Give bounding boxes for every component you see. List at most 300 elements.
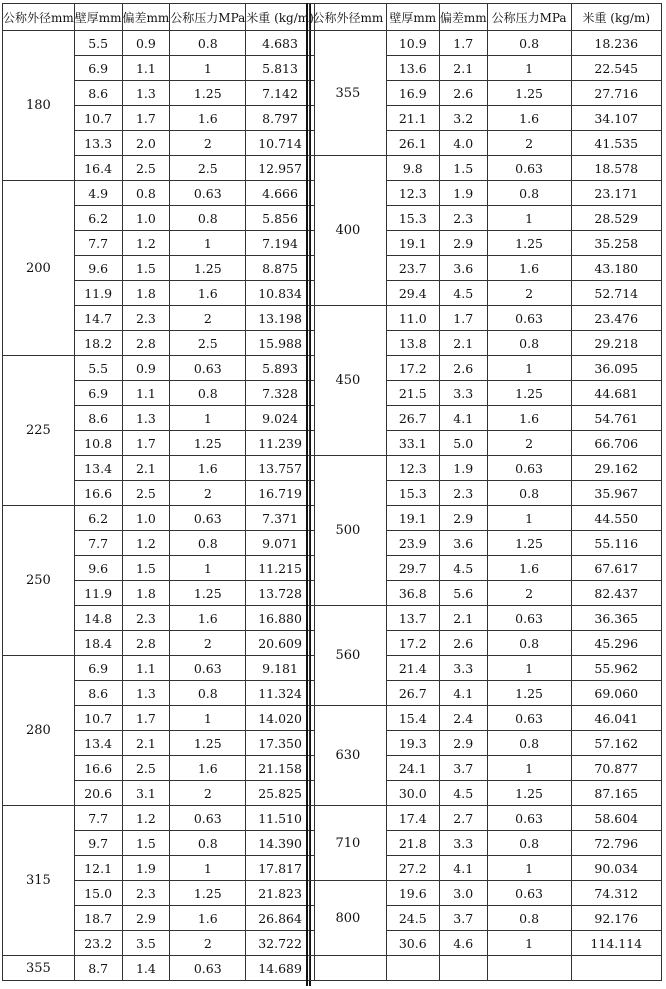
pressure-cell: 0.63 <box>170 181 246 206</box>
weight-cell: 7.142 <box>246 81 315 106</box>
pressure-cell: 2.5 <box>170 156 246 181</box>
weight-cell: 16.880 <box>246 606 315 631</box>
wall-thickness-cell: 16.6 <box>74 481 122 506</box>
tolerance-cell: 2.5 <box>122 481 170 506</box>
pressure-cell: 1.6 <box>170 606 246 631</box>
weight-cell: 10.714 <box>246 131 315 156</box>
table-row <box>310 806 662 831</box>
weight-cell: 23.476 <box>571 306 662 331</box>
wall-thickness-cell: 23.2 <box>74 931 122 956</box>
header-weight: 米重 (kg/m) <box>571 4 662 31</box>
pressure-cell: 0.63 <box>487 456 571 481</box>
pressure-cell: 0.8 <box>487 331 571 356</box>
outer-diameter-cell: 560 <box>310 606 387 706</box>
pressure-cell: 2 <box>487 281 571 306</box>
wall-thickness-cell: 19.3 <box>386 731 439 756</box>
weight-cell: 14.390 <box>246 831 315 856</box>
wall-thickness-cell: 15.4 <box>386 706 439 731</box>
outer-diameter-cell: 280 <box>3 656 75 806</box>
tolerance-cell: 3.0 <box>439 881 487 906</box>
pressure-cell: 1.25 <box>487 381 571 406</box>
pressure-cell: 0.8 <box>487 831 571 856</box>
wall-thickness-cell: 9.8 <box>386 156 439 181</box>
tolerance-cell: 1.3 <box>122 406 170 431</box>
pressure-cell: 2 <box>170 481 246 506</box>
pressure-cell: 0.8 <box>487 31 571 56</box>
tolerance-cell: 1.9 <box>439 456 487 481</box>
weight-cell: 25.825 <box>246 781 315 806</box>
outer-diameter-cell: 180 <box>3 31 75 181</box>
wall-thickness-cell: 18.2 <box>74 331 122 356</box>
weight-cell: 32.722 <box>246 931 315 956</box>
wall-thickness-cell: 7.7 <box>74 531 122 556</box>
wall-thickness-cell: 19.6 <box>386 881 439 906</box>
wall-thickness-cell: 10.7 <box>74 106 122 131</box>
tolerance-cell: 2.9 <box>439 731 487 756</box>
weight-cell: 15.988 <box>246 331 315 356</box>
wall-thickness-cell: 14.7 <box>74 306 122 331</box>
weight-cell: 54.761 <box>571 406 662 431</box>
empty-cell <box>310 956 387 981</box>
wall-thickness-cell: 16.6 <box>74 756 122 781</box>
tolerance-cell: 4.6 <box>439 931 487 956</box>
wall-thickness-cell: 13.8 <box>386 331 439 356</box>
table-row <box>3 356 315 381</box>
weight-cell: 5.856 <box>246 206 315 231</box>
wall-thickness-cell: 6.2 <box>74 506 122 531</box>
right-table-panel <box>309 3 662 981</box>
wall-thickness-cell: 9.6 <box>74 556 122 581</box>
tolerance-cell: 5.6 <box>439 581 487 606</box>
weight-cell: 4.666 <box>246 181 315 206</box>
wall-thickness-cell: 27.2 <box>386 856 439 881</box>
pressure-cell: 1.25 <box>170 81 246 106</box>
tolerance-cell: 1.2 <box>122 806 170 831</box>
wall-thickness-cell: 30.6 <box>386 931 439 956</box>
weight-cell: 26.864 <box>246 906 315 931</box>
wall-thickness-cell: 8.6 <box>74 406 122 431</box>
pressure-cell: 1.25 <box>487 231 571 256</box>
tolerance-cell: 1.0 <box>122 506 170 531</box>
tolerance-cell: 3.3 <box>439 656 487 681</box>
wall-thickness-cell: 6.9 <box>74 381 122 406</box>
tolerance-cell: 1.2 <box>122 531 170 556</box>
pressure-cell: 0.63 <box>487 306 571 331</box>
wall-thickness-cell: 24.5 <box>386 906 439 931</box>
wall-thickness-cell: 21.8 <box>386 831 439 856</box>
header-row <box>3 4 315 31</box>
wall-thickness-cell: 29.4 <box>386 281 439 306</box>
weight-cell: 8.875 <box>246 256 315 281</box>
pressure-cell: 2 <box>487 581 571 606</box>
weight-cell: 66.706 <box>571 431 662 456</box>
weight-cell: 36.095 <box>571 356 662 381</box>
tolerance-cell: 3.7 <box>439 756 487 781</box>
weight-cell: 13.728 <box>246 581 315 606</box>
pressure-cell: 1 <box>487 506 571 531</box>
weight-cell: 11.324 <box>246 681 315 706</box>
weight-cell: 20.609 <box>246 631 315 656</box>
header-outer-diameter: 公称外径mm <box>3 4 75 31</box>
tolerance-cell: 3.7 <box>439 906 487 931</box>
pressure-cell: 2 <box>170 306 246 331</box>
weight-cell: 58.604 <box>571 806 662 831</box>
weight-cell: 9.071 <box>246 531 315 556</box>
tolerance-cell: 2.9 <box>439 231 487 256</box>
pressure-cell: 0.63 <box>170 956 246 981</box>
left-table-panel <box>2 3 314 981</box>
wall-thickness-cell: 5.5 <box>74 31 122 56</box>
wall-thickness-cell: 7.7 <box>74 806 122 831</box>
pressure-cell: 1.6 <box>487 406 571 431</box>
empty-cell <box>487 956 571 981</box>
pressure-cell: 1 <box>487 356 571 381</box>
tolerance-cell: 2.1 <box>122 731 170 756</box>
tolerance-cell: 2.6 <box>439 81 487 106</box>
table-row <box>310 881 662 906</box>
tolerance-cell: 1.8 <box>122 581 170 606</box>
pressure-cell: 1.25 <box>487 81 571 106</box>
outer-diameter-cell: 315 <box>3 806 75 956</box>
weight-cell: 11.510 <box>246 806 315 831</box>
wall-thickness-cell: 24.1 <box>386 756 439 781</box>
pressure-cell: 0.63 <box>170 506 246 531</box>
table-row <box>310 606 662 631</box>
tolerance-cell: 2.5 <box>122 756 170 781</box>
wall-thickness-cell: 23.7 <box>386 256 439 281</box>
tolerance-cell: 2.8 <box>122 631 170 656</box>
weight-cell: 82.437 <box>571 581 662 606</box>
wall-thickness-cell: 9.6 <box>74 256 122 281</box>
pressure-cell: 1.25 <box>487 781 571 806</box>
pressure-cell: 2 <box>170 781 246 806</box>
weight-cell: 21.158 <box>246 756 315 781</box>
weight-cell: 35.967 <box>571 481 662 506</box>
pressure-cell: 1 <box>170 706 246 731</box>
pipe-spec-sheet <box>2 3 662 986</box>
header-tolerance: 偏差mm <box>439 4 487 31</box>
wall-thickness-cell: 15.3 <box>386 481 439 506</box>
tolerance-cell: 2.0 <box>122 131 170 156</box>
weight-cell: 13.757 <box>246 456 315 481</box>
tolerance-cell: 2.3 <box>122 606 170 631</box>
table-row <box>3 181 315 206</box>
weight-cell: 14.020 <box>246 706 315 731</box>
tolerance-cell: 2.3 <box>439 206 487 231</box>
tolerance-cell: 2.5 <box>122 156 170 181</box>
wall-thickness-cell: 16.4 <box>74 156 122 181</box>
wall-thickness-cell: 7.7 <box>74 231 122 256</box>
table-row <box>3 31 315 56</box>
pressure-cell: 1.6 <box>487 256 571 281</box>
weight-cell: 4.683 <box>246 31 315 56</box>
weight-cell: 70.877 <box>571 756 662 781</box>
pressure-cell: 1.25 <box>487 681 571 706</box>
header-pressure: 公称压力MPa <box>487 4 571 31</box>
outer-diameter-cell: 225 <box>3 356 75 506</box>
tolerance-cell: 2.1 <box>439 331 487 356</box>
weight-cell: 12.957 <box>246 156 315 181</box>
tolerance-cell: 3.3 <box>439 381 487 406</box>
wall-thickness-cell: 18.7 <box>74 906 122 931</box>
weight-cell: 23.171 <box>571 181 662 206</box>
weight-cell: 52.714 <box>571 281 662 306</box>
pressure-cell: 0.8 <box>170 681 246 706</box>
pressure-cell: 1.25 <box>170 731 246 756</box>
pressure-cell: 2 <box>487 131 571 156</box>
wall-thickness-cell: 26.7 <box>386 406 439 431</box>
weight-cell: 44.550 <box>571 506 662 531</box>
wall-thickness-cell: 30.0 <box>386 781 439 806</box>
weight-cell: 11.239 <box>246 431 315 456</box>
pressure-cell: 1 <box>170 556 246 581</box>
weight-cell: 41.535 <box>571 131 662 156</box>
pressure-cell: 1.25 <box>170 581 246 606</box>
weight-cell: 43.180 <box>571 256 662 281</box>
wall-thickness-cell: 15.0 <box>74 881 122 906</box>
tolerance-cell: 2.9 <box>122 906 170 931</box>
tolerance-cell: 2.8 <box>122 331 170 356</box>
wall-thickness-cell: 11.9 <box>74 581 122 606</box>
weight-cell: 5.813 <box>246 56 315 81</box>
weight-cell: 29.218 <box>571 331 662 356</box>
tolerance-cell: 1.1 <box>122 381 170 406</box>
pressure-cell: 0.8 <box>487 731 571 756</box>
wall-thickness-cell: 10.7 <box>74 706 122 731</box>
outer-diameter-cell: 500 <box>310 456 387 606</box>
table-row <box>310 306 662 331</box>
weight-cell: 7.371 <box>246 506 315 531</box>
wall-thickness-cell: 11.0 <box>386 306 439 331</box>
pressure-cell: 0.63 <box>170 656 246 681</box>
pressure-cell: 2 <box>170 931 246 956</box>
table-row <box>3 506 315 531</box>
weight-cell: 7.328 <box>246 381 315 406</box>
tolerance-cell: 2.1 <box>122 456 170 481</box>
pressure-cell: 1 <box>487 56 571 81</box>
wall-thickness-cell: 10.8 <box>74 431 122 456</box>
tolerance-cell: 1.5 <box>122 831 170 856</box>
table-row <box>310 706 662 731</box>
tolerance-cell: 1.4 <box>122 956 170 981</box>
table-row <box>310 156 662 181</box>
weight-cell: 22.545 <box>571 56 662 81</box>
wall-thickness-cell: 8.7 <box>74 956 122 981</box>
weight-cell: 5.893 <box>246 356 315 381</box>
pressure-cell: 0.8 <box>487 906 571 931</box>
weight-cell: 35.258 <box>571 231 662 256</box>
pressure-cell: 1 <box>170 856 246 881</box>
outer-diameter-cell: 250 <box>3 506 75 656</box>
tolerance-cell: 1.7 <box>122 431 170 456</box>
pressure-cell: 1 <box>487 756 571 781</box>
weight-cell: 57.162 <box>571 731 662 756</box>
wall-thickness-cell: 16.9 <box>386 81 439 106</box>
weight-cell: 13.198 <box>246 306 315 331</box>
wall-thickness-cell: 9.7 <box>74 831 122 856</box>
weight-cell: 114.114 <box>571 931 662 956</box>
tolerance-cell: 4.1 <box>439 856 487 881</box>
weight-cell: 8.797 <box>246 106 315 131</box>
weight-cell: 92.176 <box>571 906 662 931</box>
weight-cell: 17.350 <box>246 731 315 756</box>
outer-diameter-cell: 355 <box>3 956 75 981</box>
pressure-cell: 1.6 <box>170 106 246 131</box>
wall-thickness-cell: 33.1 <box>386 431 439 456</box>
tolerance-cell: 2.1 <box>439 606 487 631</box>
empty-cell <box>386 956 439 981</box>
pressure-cell: 1.25 <box>170 431 246 456</box>
weight-cell: 9.181 <box>246 656 315 681</box>
wall-thickness-cell: 13.4 <box>74 731 122 756</box>
pressure-cell: 1 <box>170 231 246 256</box>
wall-thickness-cell: 17.4 <box>386 806 439 831</box>
pressure-cell: 1.6 <box>487 556 571 581</box>
weight-cell: 29.162 <box>571 456 662 481</box>
wall-thickness-cell: 12.3 <box>386 181 439 206</box>
pressure-cell: 0.8 <box>487 181 571 206</box>
weight-cell: 28.529 <box>571 206 662 231</box>
tolerance-cell: 3.5 <box>122 931 170 956</box>
tolerance-cell: 1.5 <box>122 256 170 281</box>
tolerance-cell: 2.6 <box>439 631 487 656</box>
tolerance-cell: 2.7 <box>439 806 487 831</box>
tolerance-cell: 1.9 <box>122 856 170 881</box>
wall-thickness-cell: 26.7 <box>386 681 439 706</box>
tolerance-cell: 4.1 <box>439 406 487 431</box>
pressure-cell: 2 <box>487 431 571 456</box>
pressure-cell: 1.6 <box>170 281 246 306</box>
pressure-cell: 0.8 <box>487 481 571 506</box>
header-row <box>310 4 662 31</box>
wall-thickness-cell: 4.9 <box>74 181 122 206</box>
weight-cell: 9.024 <box>246 406 315 431</box>
weight-cell: 11.215 <box>246 556 315 581</box>
pressure-cell: 1.6 <box>170 906 246 931</box>
outer-diameter-cell: 800 <box>310 881 387 956</box>
outer-diameter-cell: 200 <box>3 181 75 356</box>
weight-cell: 7.194 <box>246 231 315 256</box>
weight-cell: 90.034 <box>571 856 662 881</box>
tolerance-cell: 3.6 <box>439 531 487 556</box>
tolerance-cell: 1.5 <box>439 156 487 181</box>
header-weight: 米重 (kg/m) <box>246 4 315 31</box>
pressure-cell: 0.63 <box>170 806 246 831</box>
tolerance-cell: 3.3 <box>439 831 487 856</box>
tolerance-cell: 0.9 <box>122 356 170 381</box>
wall-thickness-cell: 8.6 <box>74 81 122 106</box>
tolerance-cell: 1.0 <box>122 206 170 231</box>
tolerance-cell: 3.6 <box>439 256 487 281</box>
weight-cell: 67.617 <box>571 556 662 581</box>
tolerance-cell: 4.5 <box>439 781 487 806</box>
wall-thickness-cell: 19.1 <box>386 231 439 256</box>
tolerance-cell: 4.5 <box>439 556 487 581</box>
weight-cell: 17.817 <box>246 856 315 881</box>
pressure-cell: 1.6 <box>487 106 571 131</box>
pressure-cell: 1 <box>487 856 571 881</box>
tolerance-cell: 2.3 <box>122 881 170 906</box>
wall-thickness-cell: 13.3 <box>74 131 122 156</box>
header-pressure: 公称压力MPa <box>170 4 246 31</box>
header-wall-thickness: 壁厚mm <box>74 4 122 31</box>
tolerance-cell: 2.9 <box>439 506 487 531</box>
tolerance-cell: 2.3 <box>439 481 487 506</box>
tolerance-cell: 4.0 <box>439 131 487 156</box>
pressure-cell: 0.63 <box>487 156 571 181</box>
empty-cell <box>571 956 662 981</box>
outer-diameter-cell: 400 <box>310 156 387 306</box>
wall-thickness-cell: 6.2 <box>74 206 122 231</box>
wall-thickness-cell: 20.6 <box>74 781 122 806</box>
header-outer-diameter: 公称外径mm <box>310 4 387 31</box>
tolerance-cell: 1.7 <box>122 106 170 131</box>
empty-row <box>310 956 662 981</box>
pressure-cell: 0.8 <box>170 31 246 56</box>
tolerance-cell: 1.3 <box>122 681 170 706</box>
pressure-cell: 0.63 <box>487 881 571 906</box>
tolerance-cell: 1.7 <box>439 306 487 331</box>
pressure-cell: 1.25 <box>487 531 571 556</box>
tolerance-cell: 1.7 <box>122 706 170 731</box>
tolerance-cell: 0.8 <box>122 181 170 206</box>
weight-cell: 14.689 <box>246 956 315 981</box>
tolerance-cell: 1.3 <box>122 81 170 106</box>
wall-thickness-cell: 10.9 <box>386 31 439 56</box>
wall-thickness-cell: 11.9 <box>74 281 122 306</box>
pressure-cell: 2 <box>170 631 246 656</box>
weight-cell: 36.365 <box>571 606 662 631</box>
pressure-cell: 1 <box>487 206 571 231</box>
weight-cell: 87.165 <box>571 781 662 806</box>
header-tolerance: 偏差mm <box>122 4 170 31</box>
wall-thickness-cell: 6.9 <box>74 656 122 681</box>
tolerance-cell: 1.1 <box>122 656 170 681</box>
pressure-cell: 1 <box>170 406 246 431</box>
wall-thickness-cell: 19.1 <box>386 506 439 531</box>
tolerance-cell: 3.1 <box>122 781 170 806</box>
pressure-cell: 1.6 <box>170 456 246 481</box>
wall-thickness-cell: 5.5 <box>74 356 122 381</box>
wall-thickness-cell: 29.7 <box>386 556 439 581</box>
wall-thickness-cell: 13.6 <box>386 56 439 81</box>
wall-thickness-cell: 21.5 <box>386 381 439 406</box>
pressure-cell: 0.8 <box>170 206 246 231</box>
wall-thickness-cell: 8.6 <box>74 681 122 706</box>
pressure-cell: 1.25 <box>170 881 246 906</box>
wall-thickness-cell: 18.4 <box>74 631 122 656</box>
weight-cell: 16.719 <box>246 481 315 506</box>
weight-cell: 18.236 <box>571 31 662 56</box>
pressure-cell: 0.63 <box>487 606 571 631</box>
tolerance-cell: 4.5 <box>439 281 487 306</box>
table-row <box>310 456 662 481</box>
wall-thickness-cell: 6.9 <box>74 56 122 81</box>
tolerance-cell: 0.9 <box>122 31 170 56</box>
pressure-cell: 0.63 <box>487 706 571 731</box>
tolerance-cell: 2.6 <box>439 356 487 381</box>
pressure-cell: 0.8 <box>487 631 571 656</box>
table-row <box>310 31 662 56</box>
weight-cell: 27.716 <box>571 81 662 106</box>
weight-cell: 10.834 <box>246 281 315 306</box>
wall-thickness-cell: 13.7 <box>386 606 439 631</box>
left-spec-table <box>2 3 315 981</box>
weight-cell: 44.681 <box>571 381 662 406</box>
wall-thickness-cell: 17.2 <box>386 631 439 656</box>
pressure-cell: 1 <box>487 931 571 956</box>
wall-thickness-cell: 15.3 <box>386 206 439 231</box>
